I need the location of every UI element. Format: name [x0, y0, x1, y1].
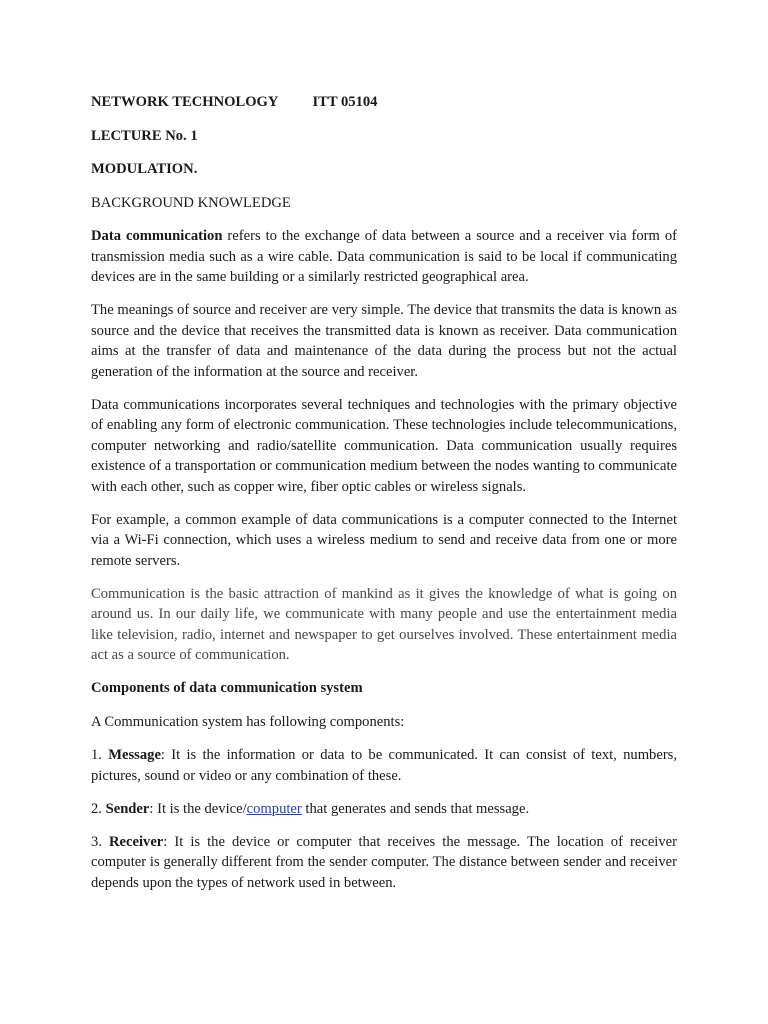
course-header — [91, 92, 677, 113]
item-text: : It is the device/ — [149, 800, 247, 817]
item-text: : It is the information or data to be communicated. It can consist of text, numbers, pictures, sound or video or any combination of these. — [91, 747, 678, 784]
lecture-number: LECTURE No. 1 — [91, 127, 198, 144]
item-number: 3. — [91, 833, 109, 850]
computer-link[interactable]: computer — [246, 800, 302, 817]
component-item-receiver — [91, 832, 677, 894]
item-term: Sender — [105, 800, 150, 817]
term-data-communication: Data communication — [91, 228, 223, 244]
paragraph-example: For example, a common example of data communications is a computer connected to the Internet via a Wi-Fi connection, which uses a wireless medium to send and receive data from one or more remote servers. — [91, 511, 677, 569]
component-item-sender — [91, 799, 677, 820]
course-code: ITT 05104 — [312, 94, 378, 110]
paragraph-communication: Communication is the basic attraction of mankind as it gives the knowledge of what is going on around us. In our daily life, we communicate with many people and use the entertainment media like television, radio, internet and newspaper to get ourselves involved. These entertainment media act as a source of communication. — [91, 585, 677, 663]
component-item-message — [91, 745, 677, 786]
paragraph-source-receiver: The meanings of source and receiver are very simple. The device that transmits the data is known as source and the device that receives the transmitted data is known as receiver. Data communication aims at the transfer of data and maintenance of the data during the process but not the actual generation of the information at the source and receiver. — [91, 302, 677, 380]
item-number: 1. — [91, 747, 109, 763]
paragraph-data-communication — [91, 226, 677, 288]
item-number: 2. — [91, 800, 106, 817]
components-intro: A Communication system has following components: — [91, 713, 405, 730]
course-title: NETWORK TECHNOLOGY — [91, 94, 279, 110]
item-term: Message — [108, 747, 161, 763]
item-text-after: that generates and sends that message. — [301, 800, 530, 817]
paragraph-techniques: Data communications incorporates several techniques and technologies with the primary objective of enabling any form of electronic communication. These technologies include telecommunications, computer networking and radio/satellite communication. Data communication usually requires existence of a transportation or communication medium between the nodes wanting to communicate with each other, such as copper wire, fiber optic cables or wireless signals. — [91, 396, 678, 495]
item-text: : It is the device or computer that receives the message. The location of receiver computer is generally different from the sender computer. The distance between sender and receiver depends upon the types of network used in between. — [91, 833, 677, 891]
lecture-topic: MODULATION. — [91, 161, 198, 177]
document-page — [91, 92, 677, 906]
item-term: Receiver — [109, 833, 164, 850]
background-heading: BACKGROUND KNOWLEDGE — [91, 194, 291, 211]
components-heading: Components of data communication system — [91, 680, 363, 696]
paragraph-text: refers to the exchange of data between a source and a receiver via form of transmission media such as a wire cable. Data communication is said to be local if communicating devices are in the same building or a similarly restricted geographical area. — [91, 228, 678, 285]
